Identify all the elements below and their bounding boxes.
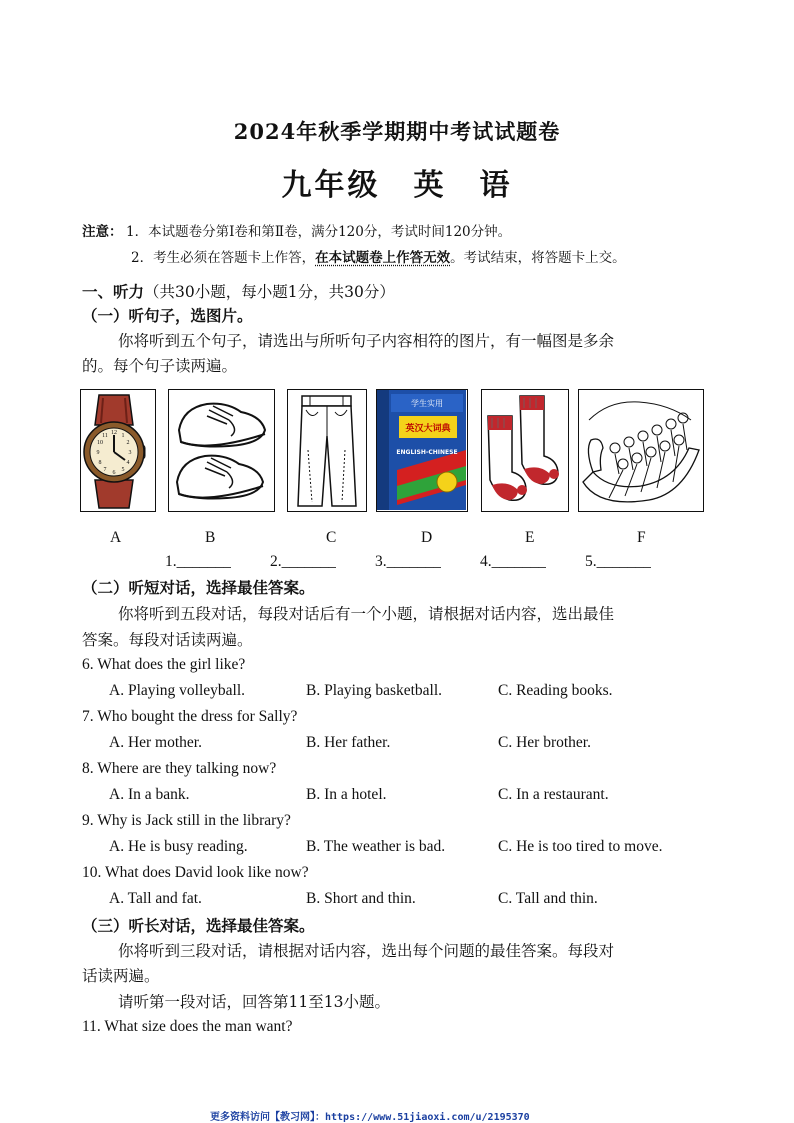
section3-heading: （三）听长对话，选择最佳答案。 xyxy=(82,916,315,935)
answer-blank-3[interactable]: 3._______ xyxy=(375,553,441,570)
q6-option-c[interactable]: C. Reading books. xyxy=(498,682,613,699)
svg-text:10: 10 xyxy=(97,440,103,446)
section1-heading: （一）听句子，选图片。 xyxy=(82,306,253,325)
question-11: 11. What size does the man want? xyxy=(82,1018,293,1035)
svg-text:6: 6 xyxy=(112,470,116,476)
q9-option-b[interactable]: B. The weather is bad. xyxy=(306,838,446,855)
footer-link[interactable]: 更多资料访问【教习网】：https://www.51jiaoxi.com/u/2195370 xyxy=(210,1112,530,1123)
dictionary-english-title: ENGLISH-CHINESE xyxy=(396,449,458,456)
q10-option-a[interactable]: A. Tall and fat. xyxy=(109,890,202,907)
svg-text:3: 3 xyxy=(128,450,132,456)
part1-heading-note: （共30小题，每小题1分，共30分） xyxy=(144,283,395,301)
wristwatch-icon xyxy=(81,390,154,510)
section3-instr-2: 话读两遍。 xyxy=(82,967,160,985)
picture-label-d: D xyxy=(421,529,433,546)
notice-line-1: 1．本试题卷分第Ⅰ卷和第Ⅱ卷，满分120分，考试时间120分钟。 xyxy=(126,224,512,240)
q8-option-a[interactable]: A. In a bank. xyxy=(109,786,190,803)
svg-text:8: 8 xyxy=(98,460,102,466)
picture-label-c: C xyxy=(326,529,337,546)
svg-text:4: 4 xyxy=(126,460,130,466)
sneakers-icon xyxy=(169,390,273,510)
page-subtitle: 九年级 英 语 xyxy=(281,168,513,203)
q6-option-a[interactable]: A. Playing volleyball. xyxy=(109,682,246,699)
question-6: 6. What does the girl like? xyxy=(82,656,246,673)
q7-option-a[interactable]: A. Her mother. xyxy=(109,734,202,751)
part1-heading-main: 一、听力 xyxy=(82,282,145,301)
section2-instr-1: 你将听到五段对话，每段对话后有一个小题，请根据对话内容，选出最佳 xyxy=(118,605,615,623)
page-title: 2024年秋季学期期中考试试题卷 xyxy=(233,119,561,144)
section3-sub-instruction: 请听第一段对话，回答第11至13小题。 xyxy=(118,993,390,1011)
svg-text:9: 9 xyxy=(96,450,100,456)
svg-text:2: 2 xyxy=(126,440,130,446)
trousers-icon xyxy=(288,390,365,510)
notice-line-2-emphasis: 在本试题卷上作答无效 xyxy=(315,250,451,266)
svg-text:5: 5 xyxy=(121,467,125,473)
answer-blank-5[interactable]: 5._______ xyxy=(585,553,651,570)
notice-line-2-post: 。考试结束，将答题卡上交。 xyxy=(450,250,626,266)
picture-label-a: A xyxy=(110,529,122,546)
svg-text:7: 7 xyxy=(103,467,107,473)
question-7: 7. Who bought the dress for Sally? xyxy=(82,708,298,725)
section2-heading: （二）听短对话，选择最佳答案。 xyxy=(82,578,315,597)
notice-line-2 xyxy=(131,246,626,266)
answer-blank-2[interactable]: 2._______ xyxy=(270,553,336,570)
q8-option-c[interactable]: C. In a restaurant. xyxy=(498,786,609,803)
section1-instr-1: 你将听到五个句子，请选出与所听句子内容相符的图片，有一幅图是多余 xyxy=(118,332,615,350)
q8-option-b[interactable]: B. In a hotel. xyxy=(306,786,387,803)
q9-option-a[interactable]: A. He is busy reading. xyxy=(109,838,248,855)
q10-option-c[interactable]: C. Tall and thin. xyxy=(498,890,598,907)
part1-heading xyxy=(82,280,395,302)
section1-instr-2: 的。每个句子读两遍。 xyxy=(82,357,238,375)
notice-line-2-pre: 2．考生必须在答题卡上作答， xyxy=(131,250,316,266)
svg-text:11: 11 xyxy=(102,433,108,439)
picture-c xyxy=(287,389,367,512)
picture-a xyxy=(80,389,156,512)
notice-label: 注意： xyxy=(82,224,123,240)
dictionary-title: 英汉大词典 xyxy=(405,424,451,434)
question-9: 9. Why is Jack still in the library? xyxy=(82,812,291,829)
svg-text:12: 12 xyxy=(111,430,117,436)
svg-text:1: 1 xyxy=(121,433,125,439)
section3-instr-1: 你将听到三段对话，请根据对话内容，选出每个问题的最佳答案。每段对 xyxy=(118,942,615,960)
picture-label-e: E xyxy=(525,529,535,546)
answer-blank-4[interactable]: 4._______ xyxy=(480,553,546,570)
dictionary-top-text: 学生实用 xyxy=(411,399,443,408)
picture-f xyxy=(578,389,704,512)
picture-label-b: B xyxy=(205,529,216,546)
answer-blank-1[interactable]: 1._______ xyxy=(165,553,231,570)
q7-option-c[interactable]: C. Her brother. xyxy=(498,734,591,751)
question-8: 8. Where are they talking now? xyxy=(82,760,277,777)
q9-option-c[interactable]: C. He is too tired to move. xyxy=(498,838,663,855)
q10-option-b[interactable]: B. Short and thin. xyxy=(306,890,416,907)
picture-label-f: F xyxy=(637,529,646,546)
socks-icon xyxy=(482,390,567,510)
dragon-boat-icon xyxy=(579,390,702,510)
question-10: 10. What does David look like now? xyxy=(82,864,309,881)
dictionary-icon xyxy=(377,390,466,510)
section2-instr-2: 答案。每段对话读两遍。 xyxy=(82,631,253,649)
picture-e xyxy=(481,389,569,512)
picture-d xyxy=(376,389,468,512)
q7-option-b[interactable]: B. Her father. xyxy=(306,734,391,751)
q6-option-b[interactable]: B. Playing basketball. xyxy=(306,682,443,699)
picture-b xyxy=(168,389,275,512)
